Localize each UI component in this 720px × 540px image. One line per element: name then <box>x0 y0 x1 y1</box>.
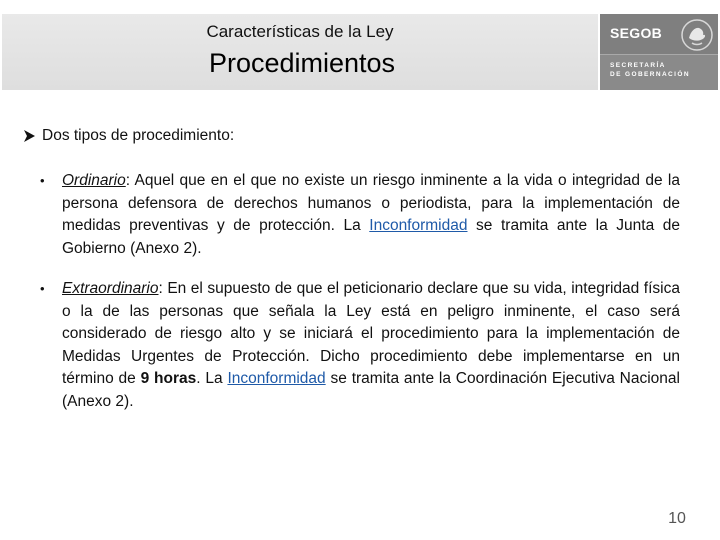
intro-bullet <box>22 127 234 145</box>
arrow-bullet-icon <box>22 129 36 143</box>
item-text <box>62 278 680 413</box>
list-item-extraordinario <box>40 278 680 413</box>
term-extraordinario: Extraordinario <box>62 280 159 297</box>
page-number: 10 <box>668 510 686 527</box>
bullet-dot: • <box>40 281 45 296</box>
eagle-emblem-icon <box>680 18 714 52</box>
item-text <box>62 170 680 260</box>
logo-subtitle-line-1: SECRETARÍA <box>610 62 666 69</box>
page-title: Procedimientos <box>208 48 396 78</box>
logo-subtitle-line-2: DE GOBERNACIÓN <box>610 71 690 78</box>
intro-text: Dos tipos de procedimiento: <box>42 127 235 144</box>
item-text-part-2: se tramita ante la Junta de Gobierno (Anexo 2). <box>62 217 680 257</box>
list-item-ordinario <box>40 170 680 260</box>
logo-name: SEGOB <box>610 25 663 41</box>
logo-subtitle <box>610 61 690 79</box>
bold-deadline: 9 horas <box>140 370 197 387</box>
slide-header <box>0 10 720 90</box>
item-text-part-1: : Aquel que en el que no existe un riesgo inminente a la vida o integridad de la persona defensora de derechos humanos o periodista, para la implementación de medidas preventivas y de protección. La <box>62 172 680 234</box>
item-text-part-2: . La <box>196 370 228 387</box>
item-text-part-3: se tramita ante la Coordinación Ejecutiva Nacional (Anexo 2). <box>62 370 680 410</box>
item-text-part-1: : En el supuesto de que el peticionario declare que su vida, integridad física o la de las personas que señala la Ley está en peligro inminente, el caso será considerado de riesgo alto y se iniciará el procedimiento para la implementación de Medidas Urgentes de Protección. Dicho procedimiento debe implementarse en un término de <box>62 280 680 387</box>
segob-logo <box>600 14 718 90</box>
bullet-dot: • <box>40 173 45 188</box>
header-kicker: Características de la Ley <box>206 22 394 41</box>
term-ordinario: Ordinario <box>62 172 126 189</box>
inconformidad-link[interactable]: Inconformidad <box>227 370 326 387</box>
inconformidad-link[interactable]: Inconformidad <box>369 217 468 234</box>
